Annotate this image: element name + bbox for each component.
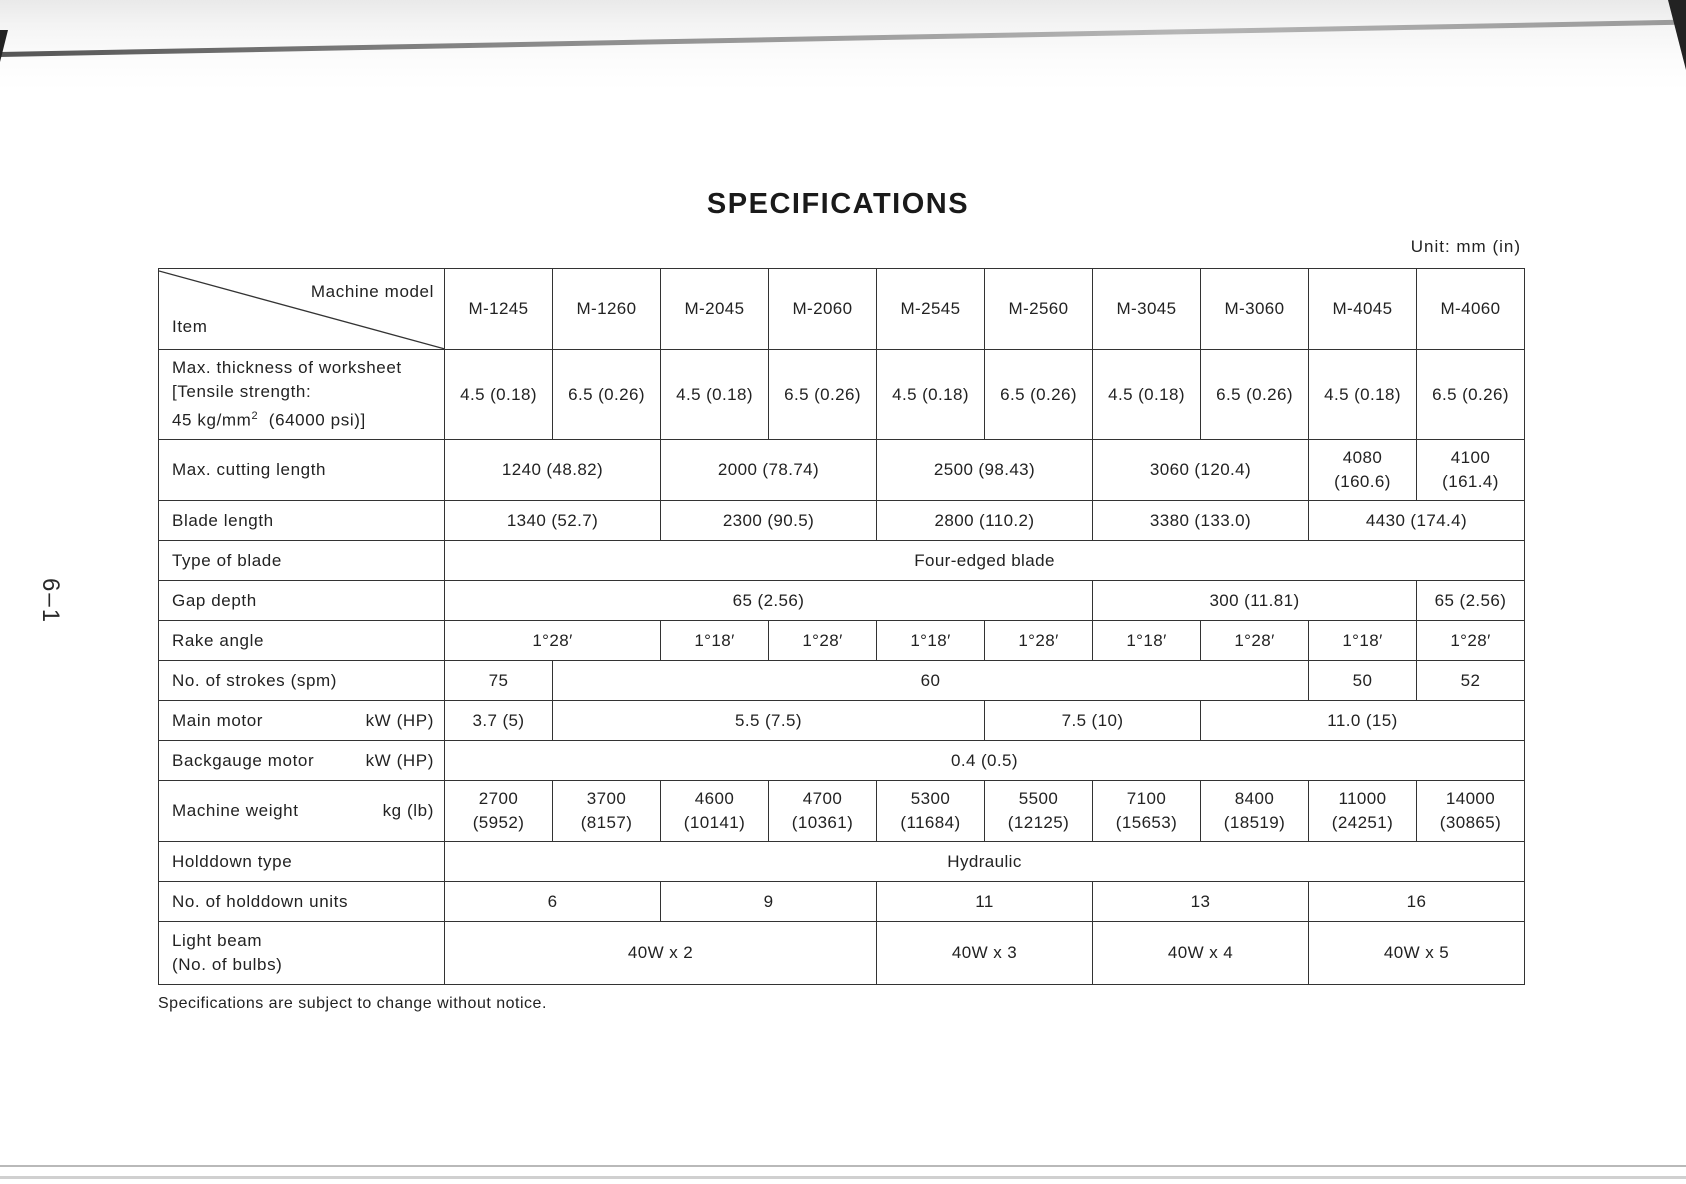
value-cell: 1340 (52.7)	[445, 501, 661, 541]
row-label-light-beam: Light beam (No. of bulbs)	[159, 922, 445, 985]
value-cell: 300 (11.81)	[1093, 581, 1417, 621]
value-cell: 1°18′	[877, 621, 985, 661]
table-row-rake-angle	[159, 621, 1525, 661]
value-cell: 2700 (5952)	[445, 781, 553, 842]
value-cell: 4.5 (0.18)	[1093, 350, 1201, 440]
value-cell: 1°18′	[1093, 621, 1201, 661]
model-header: M-1245	[445, 269, 553, 350]
value-cell: 6.5 (0.26)	[985, 350, 1093, 440]
value-cell: 11.0 (15)	[1201, 701, 1525, 741]
value-cell: 4.5 (0.18)	[877, 350, 985, 440]
table-row-gap-depth	[159, 581, 1525, 621]
value-cell: 4100 (161.4)	[1417, 440, 1525, 501]
model-header: M-4045	[1309, 269, 1417, 350]
model-header: M-1260	[553, 269, 661, 350]
scan-bottom-line-2	[0, 1176, 1686, 1179]
value-cell: Four-edged blade	[445, 541, 1525, 581]
value-cell: 1°18′	[661, 621, 769, 661]
row-label-strokes: No. of strokes (spm)	[159, 661, 445, 701]
value-cell: 6.5 (0.26)	[769, 350, 877, 440]
value-cell: 1°28′	[1201, 621, 1309, 661]
value-cell: 2500 (98.43)	[877, 440, 1093, 501]
model-header: M-2560	[985, 269, 1093, 350]
table-row-blade-type	[159, 541, 1525, 581]
value-cell: 3.7 (5)	[445, 701, 553, 741]
row-label-cutting-length: Max. cutting length	[159, 440, 445, 501]
value-cell: 4600 (10141)	[661, 781, 769, 842]
value-cell: 40W x 3	[877, 922, 1093, 985]
model-header: M-2545	[877, 269, 985, 350]
value-cell: 4080 (160.6)	[1309, 440, 1417, 501]
value-cell: 13	[1093, 882, 1309, 922]
corner-label-model: Machine model	[310, 282, 434, 301]
value-cell: 11000 (24251)	[1309, 781, 1417, 842]
value-cell: 8400 (18519)	[1201, 781, 1309, 842]
value-cell: 5.5 (7.5)	[553, 701, 985, 741]
page-title: SPECIFICATIONS	[706, 188, 970, 220]
value-cell: 11	[877, 882, 1093, 922]
value-cell: 65 (2.56)	[1417, 581, 1525, 621]
value-cell: 40W x 2	[445, 922, 877, 985]
corner-label-item: Item	[172, 317, 208, 336]
model-header: M-4060	[1417, 269, 1525, 350]
model-header: M-3045	[1093, 269, 1201, 350]
model-header: M-3060	[1201, 269, 1309, 350]
unit-note: Unit: mm (in)	[1410, 237, 1521, 256]
row-label-blade-length: Blade length	[159, 501, 445, 541]
value-cell: 1°28′	[445, 621, 661, 661]
value-cell: 5500 (12125)	[985, 781, 1093, 842]
value-cell: 6.5 (0.26)	[1417, 350, 1525, 440]
value-cell: 2300 (90.5)	[661, 501, 877, 541]
footnote: Specifications are subject to change without notice.	[158, 995, 547, 1012]
value-cell: 4.5 (0.18)	[445, 350, 553, 440]
row-label-weight: Machine weight kg (lb)	[159, 781, 445, 842]
value-cell: 4.5 (0.18)	[661, 350, 769, 440]
value-cell: 2800 (110.2)	[877, 501, 1093, 541]
value-cell: 6.5 (0.26)	[1201, 350, 1309, 440]
scan-corner-left	[0, 30, 8, 62]
value-cell: 40W x 4	[1093, 922, 1309, 985]
value-cell: 16	[1309, 882, 1525, 922]
row-label-rake-angle: Rake angle	[159, 621, 445, 661]
table-row-thickness	[159, 350, 1525, 440]
row-label-holddown-units: No. of holddown units	[159, 882, 445, 922]
value-cell: 65 (2.56)	[445, 581, 1093, 621]
value-cell: 50	[1309, 661, 1417, 701]
table-header-row	[159, 269, 1525, 350]
table-row-main-motor	[159, 701, 1525, 741]
scan-corner-right	[1668, 0, 1686, 70]
model-header: M-2045	[661, 269, 769, 350]
row-label-main-motor: Main motor kW (HP)	[159, 701, 445, 741]
row-label-backgauge-motor: Backgauge motor kW (HP)	[159, 741, 445, 781]
value-cell: 75	[445, 661, 553, 701]
value-cell: 1°18′	[1309, 621, 1417, 661]
value-cell: 1°28′	[985, 621, 1093, 661]
value-cell: 60	[553, 661, 1309, 701]
value-cell: 6.5 (0.26)	[553, 350, 661, 440]
table-row-cutting-length	[159, 440, 1525, 501]
table-row-weight	[159, 781, 1525, 842]
value-cell: 52	[1417, 661, 1525, 701]
scan-bottom-line	[0, 1165, 1686, 1167]
table-row-blade-length	[159, 501, 1525, 541]
value-cell: 3060 (120.4)	[1093, 440, 1309, 501]
row-label-holddown-type: Holddown type	[159, 842, 445, 882]
spec-table	[158, 268, 1525, 985]
table-row-strokes	[159, 661, 1525, 701]
value-cell: 1240 (48.82)	[445, 440, 661, 501]
value-cell: 4700 (10361)	[769, 781, 877, 842]
model-header: M-2060	[769, 269, 877, 350]
value-cell: 6	[445, 882, 661, 922]
value-cell: 3700 (8157)	[553, 781, 661, 842]
corner-header-cell	[159, 269, 445, 350]
value-cell: 14000 (30865)	[1417, 781, 1525, 842]
table-row-holddown-type	[159, 842, 1525, 882]
table-row-light-beam	[159, 922, 1525, 985]
table-row-holddown-units	[159, 882, 1525, 922]
value-cell: 1°28′	[1417, 621, 1525, 661]
row-label-thickness: Max. thickness of worksheet [Tensile strength: 45 $kg/mm^2$ (64000 psi)]	[159, 350, 445, 440]
value-cell: 4.5 (0.18)	[1309, 350, 1417, 440]
value-cell: 9	[661, 882, 877, 922]
value-cell: 1°28′	[769, 621, 877, 661]
value-cell: 0.4 (0.5)	[445, 741, 1525, 781]
value-cell: 2000 (78.74)	[661, 440, 877, 501]
row-label-blade-type: Type of blade	[159, 541, 445, 581]
value-cell: 7100 (15653)	[1093, 781, 1201, 842]
value-cell: Hydraulic	[445, 842, 1525, 882]
value-cell: 7.5 (10)	[985, 701, 1201, 741]
value-cell: 4430 (174.4)	[1309, 501, 1525, 541]
value-cell: 5300 (11684)	[877, 781, 985, 842]
value-cell: 3380 (133.0)	[1093, 501, 1309, 541]
value-cell: 40W x 5	[1309, 922, 1525, 985]
scan-shadow	[0, 0, 1686, 90]
page-number: 6–1	[37, 578, 64, 625]
table-row-backgauge-motor	[159, 741, 1525, 781]
row-label-gap-depth: Gap depth	[159, 581, 445, 621]
